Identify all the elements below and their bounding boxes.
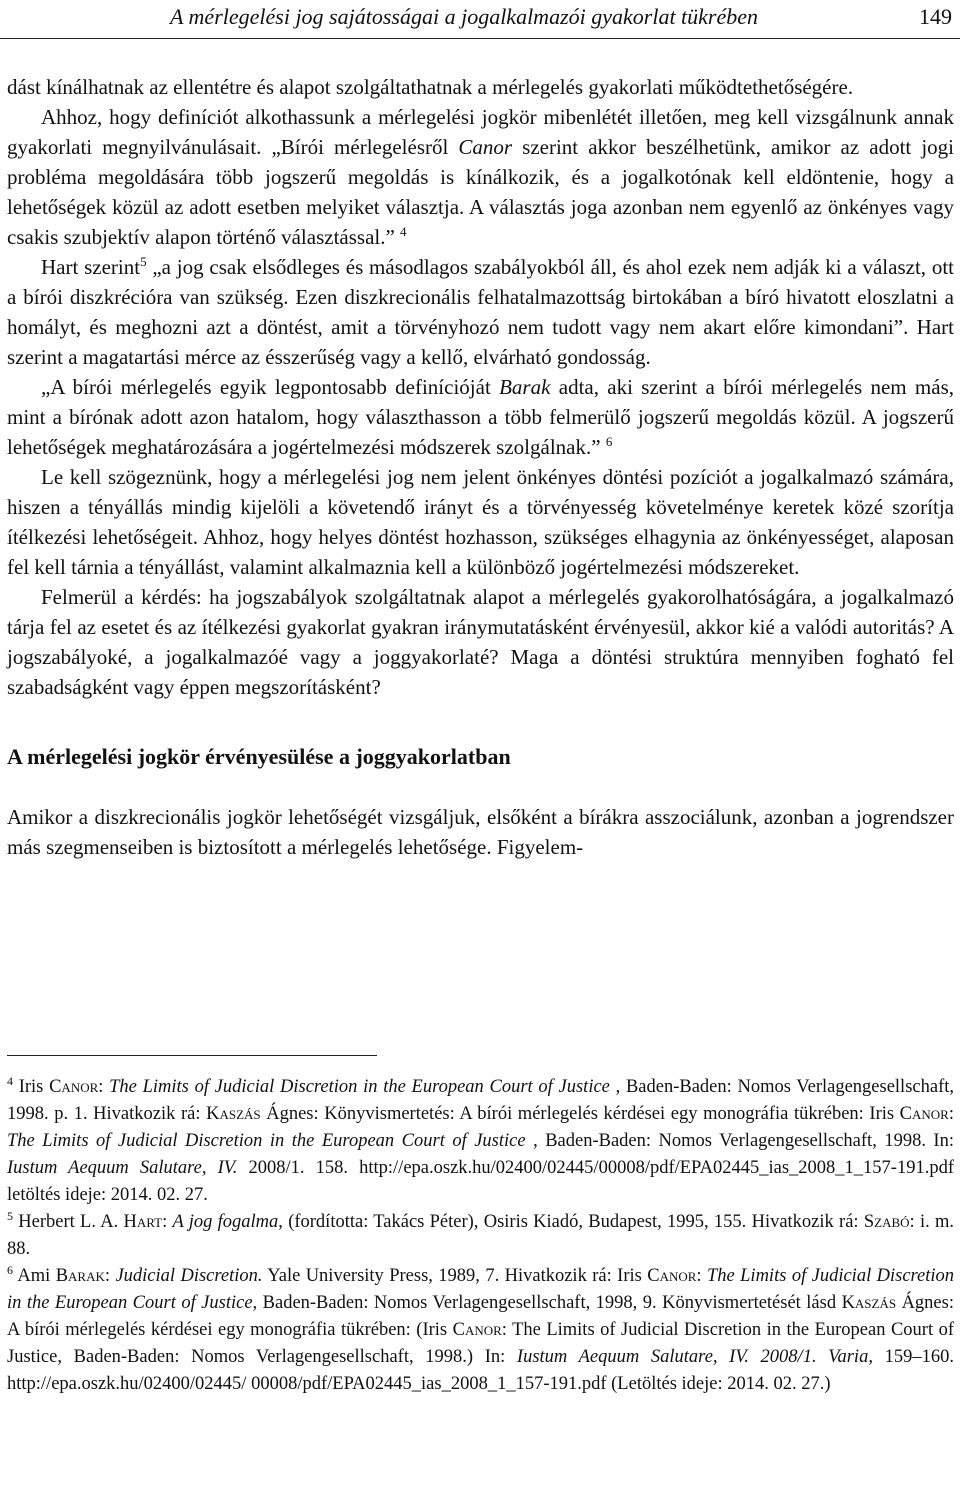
fn6-t2: Barak [55, 1266, 105, 1286]
fn6-t3: : [104, 1266, 116, 1286]
paragraph-6: Felmerül a kérdés: ha jogszabályok szolgáltatnak alapot a mérlegelés gyakorolhatóságára, a jogalkalmazó tárja fel az esetet és az ítélkezési gyakorlat gyakran iránymutatásként érvényesül, akkor kié a valódi autoritás? A jogszabályoké, a jogalkalmazóé vagy a joggyakorlaté? Maga a döntési struktúra mennyiben fogható fel szabadságként vagy éppen megszorításként? [7, 585, 954, 699]
footnote-6-number: 6 [7, 1262, 13, 1277]
running-title: A mérlegelési jog sajátosságai a jogalkalmazói gyakorlat tükrében [170, 4, 759, 29]
paragraph-4 [7, 372, 954, 462]
footnote-ref-6[interactable]: 6 [605, 434, 613, 449]
paragraph-5: Le kell szögeznünk, hogy a mérlegelési jog nem jelent önkényes döntési pozíciót a jogalkalmazó számára, hiszen a tényállás mindig kijelöli a követendő irányt és a törvényesség követelménye keretek közé szorítja ítélkezési lehetőségeit. Ahhoz, hogy helyes döntést hozhasson, szükséges elhagynia az önkényességet, alaposan fel kell tárnia a tényállást, valamint alkalmaznia kell a különböző jogértelmezési módszereket. [7, 465, 954, 579]
fn4-t5: , Baden-Baden: Nomos Verlagengesellschaft, 1998. p. 1. Hivatkozik rá: [7, 1077, 954, 1124]
fn4-t8: Canor [899, 1104, 949, 1124]
paragraph-2 [7, 102, 954, 252]
footnote-ref-4[interactable]: 4 [400, 224, 407, 239]
fn4-t10: The Limits of Judicial Discretion in the European Court of Justice [7, 1131, 526, 1151]
footnote-5 [7, 1209, 954, 1263]
fn4-t4: The Limits of Judicial Discretion in the European Court of Justice [109, 1077, 610, 1097]
footnote-5-number: 5 [7, 1208, 13, 1223]
fn5-t3: : [162, 1212, 173, 1232]
fn6-t9: , Baden-Baden: Nomos Verlagengesellschaft, 1998, 9. Könyvismertetését lásd [252, 1293, 842, 1313]
footnotes [7, 1074, 954, 1398]
paragraph-7: Amikor a diszkrecionális jogkör lehetőségét vizsgáljuk, elsőként a bírákra asszociálunk, azonban a jogrendszer más szegmenseiben is biztosított a mérlegelés lehetősége. Figyelem- [7, 805, 954, 859]
fn6-t4: Judicial Discretion. [115, 1266, 263, 1286]
fn5-t7: : i. m. 88. [7, 1212, 955, 1259]
body-text [7, 72, 954, 862]
page-header [0, 0, 960, 39]
footnote-separator [7, 1055, 377, 1056]
footnote-6 [7, 1263, 954, 1398]
fn4-t2: Canor [49, 1077, 99, 1097]
fn4-t9: : [948, 1104, 954, 1124]
fn6-t14: Iustum Aequum Salutare, IV. 2008/1. Varia, [516, 1347, 873, 1367]
fn6-t10: Kaszás [841, 1293, 897, 1313]
fn5-t2: Hart [123, 1212, 163, 1232]
fn4-t3: : [98, 1077, 110, 1097]
p4-text-b: adta, aki szerint a bírói mérlegelés nem más, mint a bírónak adott azon hatalom, hogy választhasson a több felmerülő jogszerű megoldás közül. A jogszerű lehetőségek meghatározására a jogértelmezési módszerek szolgálnak.” [7, 375, 954, 459]
footnote-4-number: 4 [7, 1073, 13, 1088]
footnote-ref-5[interactable]: 5 [140, 254, 147, 269]
fn4-t12: Iustum Aequum Salutare, IV. [7, 1158, 238, 1178]
fn5-t4: A jog fogalma [172, 1212, 279, 1232]
p4-text-a: „A bírói mérlegelés egyik legpontosabb definícióját [41, 375, 500, 399]
fn6-t8: The Limits of Judicial Discretion in the European Court of Justice [7, 1266, 955, 1313]
fn4-t11: , Baden-Baden: Nomos Verlagengesellschaft, 1998. In: [525, 1131, 954, 1151]
p3-text-a: Hart szerint [41, 255, 141, 279]
fn5-t5: , (fordította: Takács Péter), Osiris Kiadó, Budapest, 1995, 155. Hivatkozik rá: [278, 1212, 864, 1232]
fn4-t13: 2008/1. 158. http://epa.oszk.hu/02400/02445/00008/pdf/EPA02445_ias_2008_1_157-191.pdf letöltés ideje: 2014. 02. 27. [7, 1158, 955, 1205]
fn5-t1: Herbert L. A. [18, 1212, 124, 1232]
fn6-t1: Ami [17, 1266, 56, 1286]
fn4-t7: Ágnes: Könyvismertetés: A bírói mérlegelés kérdései egy monográfia tükrében: Iris [260, 1104, 900, 1124]
fn5-t6: Szabó [863, 1212, 910, 1232]
p2-text-a: Ahhoz, hogy definíciót alkothassunk a mérlegelési jogkör mibenlétét illetően, meg kell vizsgálnunk annak gyakorlati megnyilvánulásait. „Bírói mérlegelésről [7, 105, 954, 159]
fn6-t5: Yale University Press, 1989, 7. Hivatkozik rá: Iris [262, 1266, 648, 1286]
fn6-t6: Canor [647, 1266, 697, 1286]
page-number: 149 [919, 4, 952, 29]
fn6-t11: Ágnes: A bírói mérlegelés kérdései egy monográfia tükrében: (Iris [7, 1293, 954, 1340]
fn6-t12: Canor [452, 1320, 502, 1340]
fn6-t13: : The Limits of Judicial Discretion in the European Court of Justice, Baden-Baden: Nomos Verlagengesellschaft, 1998.) In: [7, 1320, 954, 1367]
fn4-t6: Kaszás [206, 1104, 261, 1124]
author-barak: Barak [499, 375, 551, 399]
paragraph-3 [7, 252, 954, 372]
section-heading: A mérlegelési jogkör érvényesülése a joggyakorlatban [7, 744, 511, 769]
fn6-t15: 159–160. http://epa.oszk.hu/02400/02445/ 00008/pdf/EPA02445_ias_2008_1_157-191.pdf (Letöltés ideje: 2014. 02. 27.) [7, 1347, 954, 1394]
paragraph-1: dást kínálhatnak az ellentétre és alapot szolgáltathatnak a mérlegelés gyakorlati működtethetőségére. [7, 75, 854, 99]
p2-text-b: szerint akkor beszélhetünk, amikor az adott jogi probléma megoldására több jogszerű megoldás is kínálkozik, és a jogalkotónak kell eldöntenie, hogy a lehetőségek közül az adott esetben melyiket választja. A választás joga azonban nem egyenlő az önkényes vagy csakis szubjektív alapon történő választással.” [7, 135, 954, 249]
fn6-t7: : [696, 1266, 707, 1286]
footnote-4 [7, 1074, 954, 1209]
fn4-t1: Iris [18, 1077, 50, 1097]
p3-text-b: „a jog csak elsődleges és másodlagos szabályokból áll, és ahol ezek nem adják ki a választ, ott a bírói diszkrécióra van szükség. Ezen diszkrecionális felhatalmazottság birtokában a bíró hivatott eloszlatni a homályt, és meghozni azt a döntést, amit a törvényhozó nem tudott vagy nem akart előre kimondani”. Hart szerint a magatartási mérce az ésszerűség vagy a kellő, elvárható gondosság. [7, 255, 954, 369]
author-canor: Canor [458, 135, 513, 159]
